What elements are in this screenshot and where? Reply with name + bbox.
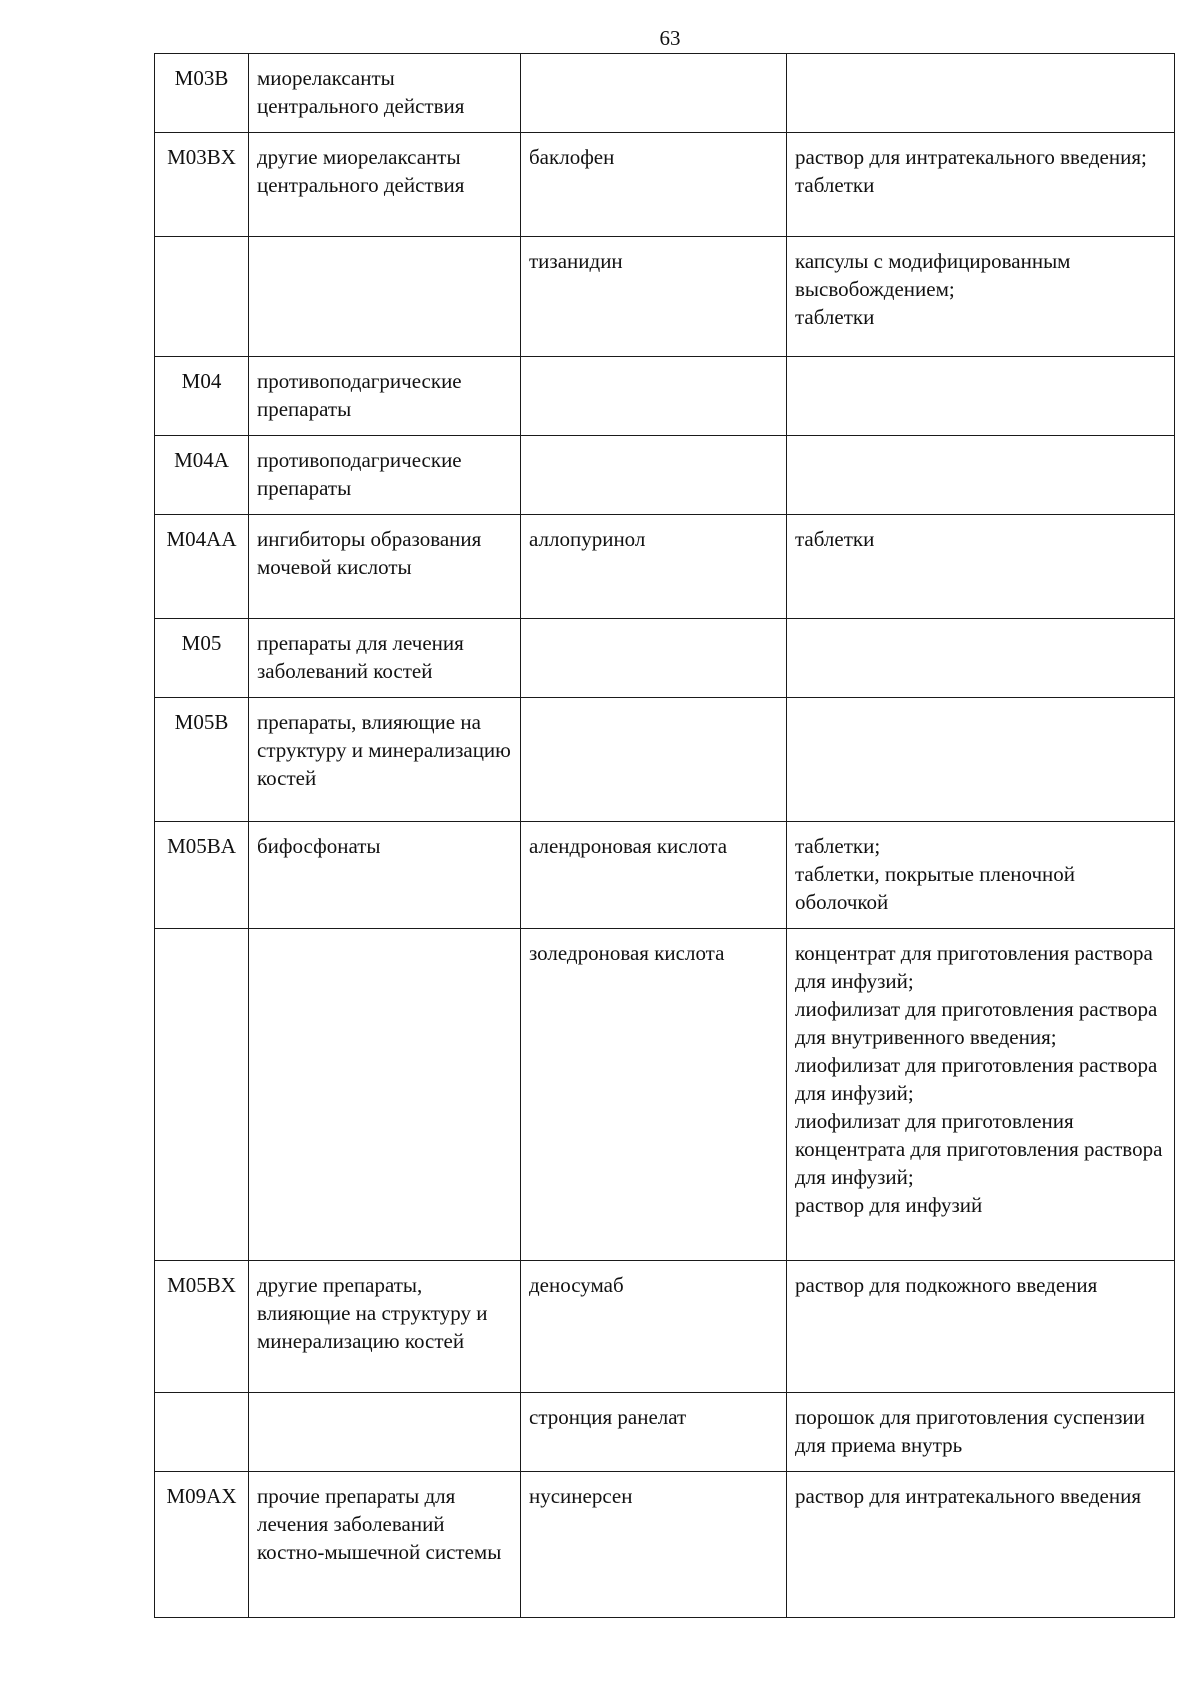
table-row [155,1393,1175,1472]
drug-name: деносумаб [529,1273,624,1297]
atc-code-cell [155,1393,249,1472]
dosage-form: таблетки; таблетки, покрытые пленочной оболочкой [795,834,1076,914]
form-cell [787,237,1175,357]
atc-code-cell [155,698,249,822]
drug-name: баклофен [529,145,615,169]
drug-cell [521,929,787,1261]
group-cell [249,698,521,822]
group-cell [249,515,521,619]
table-row [155,1261,1175,1393]
table-row [155,822,1175,929]
drug-name: золедроновая кислота [529,941,725,965]
form-cell [787,357,1175,436]
drug-cell [521,54,787,133]
drug-cell [521,133,787,237]
group-cell [249,822,521,929]
group-name: противоподагрические препараты [257,448,462,500]
atc-code: M05 [181,631,222,655]
drug-cell [521,357,787,436]
group-cell [249,619,521,698]
table-row [155,54,1175,133]
drug-table [154,53,1175,1618]
group-name: препараты, влияющие на структуру и минерализацию костей [257,710,511,790]
dosage-form: раствор для интратекального введения; таблетки [795,145,1147,197]
table-row [155,619,1175,698]
drug-cell [521,1393,787,1472]
atc-code-cell [155,237,249,357]
group-cell [249,1393,521,1472]
form-cell [787,515,1175,619]
group-name: ингибиторы образования мочевой кислоты [257,527,482,579]
group-cell [249,133,521,237]
form-cell [787,1472,1175,1618]
drug-name: стронция ранелат [529,1405,687,1429]
atc-code-cell [155,822,249,929]
drug-cell [521,1261,787,1393]
group-name: другие препараты, влияющие на структуру и минерализацию костей [257,1273,488,1353]
dosage-form: концентрат для приготовления раствора для инфузий; лиофилизат для приготовления раствора для внутривенного введения; лиофилизат для приготовления раствора для инфузий; лиофилизат для приготовления концентрата для приготовления раствора для инфузий; раствор для инфузий [795,941,1163,1217]
atc-code-cell [155,515,249,619]
atc-code-cell [155,1472,249,1618]
table-row [155,1472,1175,1618]
table-row [155,133,1175,237]
form-cell [787,822,1175,929]
form-cell [787,929,1175,1261]
drug-cell [521,515,787,619]
atc-code: M09AX [166,1484,237,1508]
drug-cell [521,822,787,929]
group-name: противоподагрические препараты [257,369,462,421]
table-row [155,698,1175,822]
dosage-form: раствор для интратекального введения [795,1484,1142,1508]
group-name: другие миорелаксанты центрального действия [257,145,465,197]
table-row [155,929,1175,1261]
group-cell [249,54,521,133]
atc-code-cell [155,619,249,698]
form-cell [787,698,1175,822]
atc-code: M05B [174,710,229,734]
group-cell [249,1261,521,1393]
form-cell [787,133,1175,237]
group-name: бифосфонаты [257,834,381,858]
group-name: препараты для лечения заболеваний костей [257,631,464,683]
group-cell [249,237,521,357]
atc-code-cell [155,54,249,133]
atc-code-cell [155,1261,249,1393]
drug-name: нусинерсен [529,1484,633,1508]
atc-code-cell [155,133,249,237]
form-cell [787,619,1175,698]
atc-code-cell [155,436,249,515]
dosage-form: порошок для приготовления суспензии для приема внутрь [795,1405,1145,1457]
group-name: миорелаксанты центрального действия [257,66,465,118]
group-cell [249,436,521,515]
group-cell [249,357,521,436]
table-row [155,515,1175,619]
drug-name: аллопуринол [529,527,646,551]
atc-code: M04A [174,448,229,472]
group-cell [249,929,521,1261]
drug-cell [521,1472,787,1618]
atc-code-cell [155,929,249,1261]
form-cell [787,436,1175,515]
drug-name: алендроновая кислота [529,834,728,858]
atc-code: M04AA [166,527,237,551]
atc-code: M03BX [167,145,236,169]
drug-cell [521,436,787,515]
drug-cell [521,237,787,357]
page-number: 63 [659,26,681,50]
atc-code-cell [155,357,249,436]
form-cell [787,1393,1175,1472]
table-row [155,357,1175,436]
dosage-form: раствор для подкожного введения [795,1273,1098,1297]
group-name: прочие препараты для лечения заболеваний костно-мышечной системы [257,1484,502,1564]
dosage-form: таблетки [795,527,875,551]
table-row [155,237,1175,357]
form-cell [787,54,1175,133]
drug-cell [521,698,787,822]
drug-cell [521,619,787,698]
atc-code: M04 [181,369,222,393]
table-row [155,436,1175,515]
group-cell [249,1472,521,1618]
dosage-form: капсулы с модифицированным высвобождением; таблетки [795,249,1071,329]
atc-code: M03B [174,66,229,90]
drug-name: тизанидин [529,249,623,273]
atc-code: M05BX [167,1273,236,1297]
atc-code: M05BA [167,834,236,858]
form-cell [787,1261,1175,1393]
